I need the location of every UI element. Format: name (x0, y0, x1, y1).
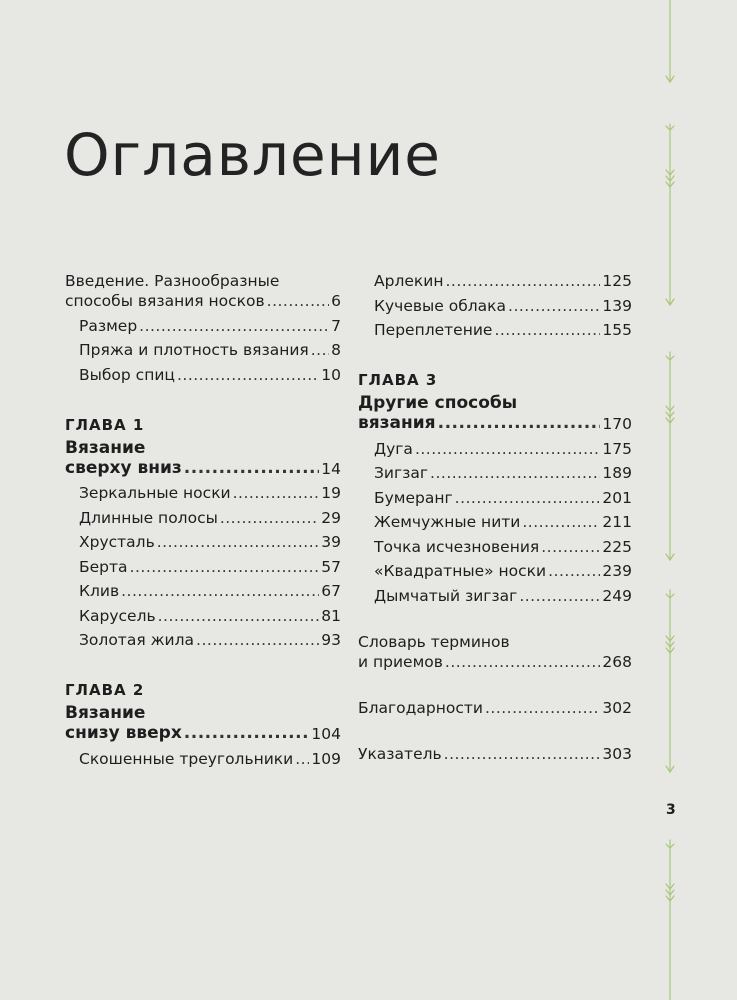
toc-entry-page: 239 (602, 562, 632, 580)
toc-entry-title: Дуга (374, 439, 413, 458)
toc-entry-page: 10 (321, 365, 341, 384)
dot-leader (311, 341, 329, 359)
toc-entry[interactable] (358, 290, 632, 315)
page-number: 3 (666, 802, 676, 818)
dot-leader (485, 699, 600, 717)
dot-leader (522, 513, 600, 531)
dot-leader (158, 607, 320, 625)
toc-entry[interactable] (358, 315, 632, 340)
toc-entry[interactable] (358, 531, 632, 556)
toc-entry[interactable] (358, 482, 632, 507)
dot-leader (445, 653, 601, 671)
toc-entry-page: 8 (331, 341, 341, 359)
dot-leader (267, 292, 329, 310)
toc-entry-title: Указатель (358, 744, 442, 763)
toc-entry-title: Размер (79, 316, 138, 335)
toc-entry[interactable] (358, 556, 632, 581)
page-title: Оглавление (64, 121, 441, 189)
toc-entry-page: 67 (321, 582, 341, 600)
chapter-label: ГЛАВА 1 (65, 415, 145, 434)
toc-entry-page: 303 (602, 744, 632, 763)
toc-entry-page: 93 (321, 631, 341, 649)
toc-entry-page: 201 (602, 488, 632, 507)
toc-entry[interactable] (358, 580, 632, 605)
toc-entry-title: Зеркальные носки (79, 484, 231, 502)
toc-entry[interactable] (65, 359, 341, 384)
toc-entry-title: Клив (79, 582, 120, 600)
toc-entry-page: 19 (321, 484, 341, 502)
dot-leader (445, 272, 600, 290)
toc-entry[interactable] (358, 433, 632, 458)
dot-leader (415, 440, 600, 458)
toc-entry-title: Переплетение (374, 321, 493, 339)
toc-entry[interactable] (65, 527, 341, 552)
dot-leader (541, 538, 600, 556)
dot-leader (438, 413, 601, 433)
dot-leader (430, 464, 600, 482)
toc-entry[interactable] (358, 270, 632, 290)
toc-entry-page: 57 (321, 557, 341, 576)
toc-entry[interactable] (65, 502, 341, 527)
toc-entry-page: 175 (602, 439, 632, 458)
toc-entry[interactable] (65, 743, 341, 768)
dot-leader (220, 509, 319, 527)
dot-leader (455, 489, 601, 507)
toc-entry-page: 249 (602, 586, 632, 605)
toc-entry-chapter1[interactable] (65, 458, 341, 478)
intro-title-line1: Введение. Разнообразные (65, 272, 280, 290)
dot-leader (295, 750, 309, 768)
glossary-title-line1: Словарь терминов (358, 632, 510, 651)
toc-entry-title: Карусель (79, 606, 156, 625)
toc-entry-page: 7 (331, 316, 341, 335)
toc-entry-title: Длинные полосы (79, 508, 218, 527)
chapter-title-line1: Вязание (65, 703, 146, 723)
toc-entry-page: 268 (602, 652, 632, 671)
toc-entry-title: Бумеранг (374, 488, 453, 507)
toc-entry-page: 109 (311, 749, 341, 768)
dot-leader (233, 484, 320, 502)
toc-entry-title: и приемов (358, 652, 443, 671)
toc-entry-title: Арлекин (374, 272, 444, 290)
dot-leader (130, 558, 320, 576)
toc-entry-page: 104 (311, 725, 341, 743)
dot-leader (444, 745, 601, 763)
toc-entry-chapter3[interactable] (358, 413, 632, 433)
dot-leader (184, 458, 319, 478)
dot-leader (519, 587, 600, 605)
toc-entry-title: снизу вверх (65, 723, 182, 743)
toc-entry[interactable] (358, 458, 632, 483)
toc-entry-title: Точка исчезновения (374, 537, 540, 556)
toc-entry-title: Дымчатый зигзаг (374, 586, 518, 605)
toc-entry-page: 81 (321, 606, 341, 625)
toc-entry-page: 170 (602, 415, 632, 433)
dot-leader (184, 723, 310, 743)
toc-entry[interactable] (358, 507, 632, 532)
toc-entry-title: «Квадратные» носки (374, 562, 547, 580)
toc-entry-page: 225 (602, 537, 632, 556)
toc-entry[interactable] (65, 551, 341, 576)
dot-leader (177, 366, 319, 384)
dot-leader (139, 317, 329, 335)
toc-entry-page: 125 (602, 272, 632, 290)
toc-entry-page: 29 (321, 508, 341, 527)
toc-entry-title: Выбор спиц (79, 365, 175, 384)
toc-entry-page: 14 (321, 459, 341, 478)
toc-entry-title: Пряжа и плотность вязания (79, 341, 309, 359)
toc-entry-title: вязания (358, 413, 436, 433)
toc-entry[interactable] (65, 335, 341, 360)
toc-entry-page: 302 (602, 698, 632, 717)
toc-entry-intro[interactable] (65, 290, 341, 310)
toc-entry-title: сверху вниз (65, 457, 182, 478)
dot-leader (548, 562, 600, 580)
toc-entry-page: 189 (602, 464, 632, 482)
toc-entry[interactable] (65, 310, 341, 335)
toc-entry-glossary[interactable] (358, 651, 632, 671)
toc-entry-title: Зигзаг (374, 464, 429, 482)
dot-leader (157, 533, 320, 551)
dot-leader (121, 582, 319, 600)
toc-entry-page: 155 (602, 321, 632, 339)
toc-entry-title: Берта (79, 557, 128, 576)
toc-entry[interactable] (65, 576, 341, 601)
toc-entry-title: Благодарности (358, 698, 483, 717)
toc-right-column (358, 270, 632, 763)
toc-entry-page: 6 (331, 292, 341, 310)
toc-entry-title: Кучевые облака (374, 296, 507, 315)
toc-left-column (65, 270, 341, 768)
stitch-decoration (660, 0, 680, 1000)
dot-leader (494, 321, 600, 339)
toc-entry-title: Хрусталь (79, 533, 155, 551)
dot-leader (508, 297, 600, 315)
chapter-label: ГЛАВА 2 (65, 681, 145, 699)
toc-entry-title: Жемчужные нити (374, 513, 521, 531)
toc-entry-title: Скошенные треугольники (79, 749, 294, 768)
toc-entry-chapter2[interactable] (65, 723, 341, 743)
toc-entry-page: 211 (602, 513, 632, 531)
chapter-title-line1: Вязание (65, 437, 146, 458)
toc-entry-acknowledgements[interactable] (358, 697, 632, 717)
toc-entry-page: 39 (321, 533, 341, 551)
toc-entry-index[interactable] (358, 743, 632, 763)
toc-entry-title: Золотая жила (79, 631, 195, 649)
toc-entry[interactable] (65, 600, 341, 625)
toc-entry[interactable] (65, 625, 341, 650)
chapter-label: ГЛАВА 3 (358, 371, 438, 389)
toc-entry-page: 139 (602, 296, 632, 315)
chapter-title-line1: Другие способы (358, 393, 518, 413)
dot-leader (196, 631, 319, 649)
toc-entry-title: способы вязания носков (65, 292, 265, 310)
toc-entry[interactable] (65, 478, 341, 503)
